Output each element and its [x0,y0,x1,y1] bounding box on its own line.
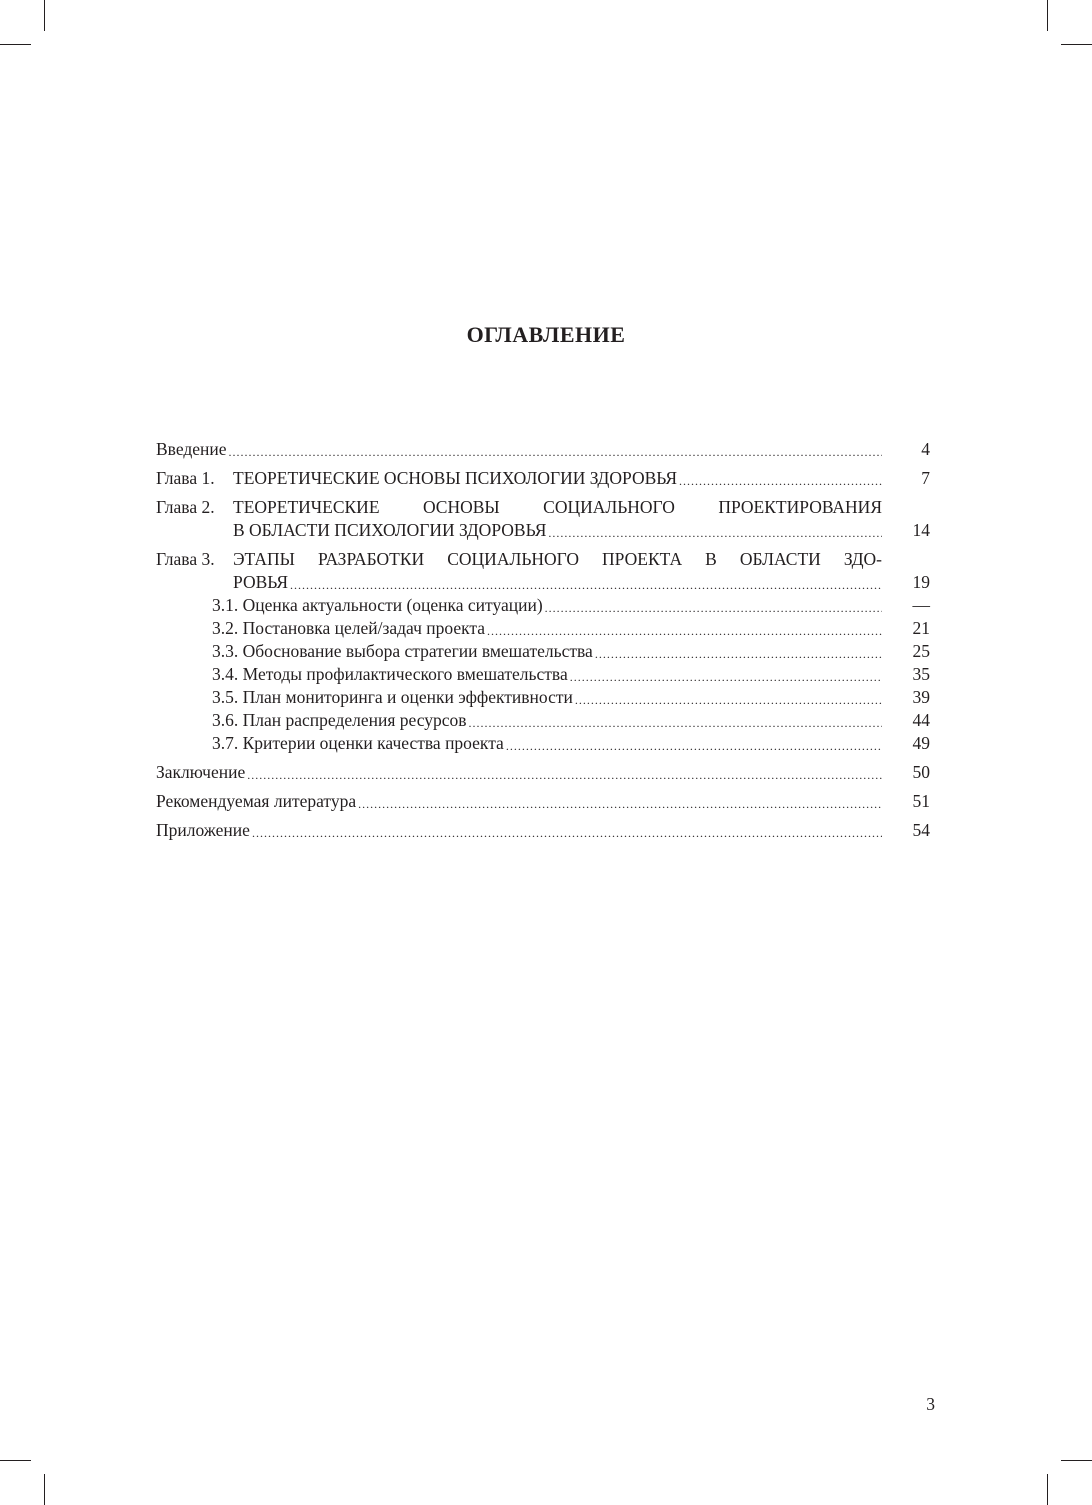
crop-mark [1061,1460,1092,1461]
dot-leader [570,668,882,686]
crop-mark [44,0,45,31]
toc-page-number: — [912,595,930,615]
toc-entry-text: Введение [156,439,227,459]
toc-entry-section-3-2[interactable] [156,617,930,640]
toc-page-number: 44 [912,710,930,730]
crop-mark [0,1460,31,1461]
toc-page-number: 54 [912,820,930,840]
toc-entry-text: Приложение [156,820,250,840]
crop-mark [1047,1474,1048,1505]
toc-entry-section-3-6[interactable] [156,709,930,732]
toc-entry-text-line-1: ТЕОРЕТИЧЕСКИЕ ОСНОВЫ СОЦИАЛЬНОГО ПРОЕКТИРОВАНИЯ [233,497,882,517]
toc-page-number: 25 [912,641,930,661]
chapter-prefix: Глава 3. [156,549,215,569]
toc-entry-text-line-1: ЭТАПЫ РАЗРАБОТКИ СОЦИАЛЬНОГО ПРОЕКТА В ОБЛАСТИ ЗДО- [233,549,882,569]
dot-leader [247,766,882,784]
toc-entry-literature[interactable] [156,790,930,813]
dot-leader [229,443,882,461]
dot-leader [595,645,882,663]
dot-leader [506,737,882,755]
toc-entry-text-line-2: В ОБЛАСТИ ПСИХОЛОГИИ ЗДОРОВЬЯ [233,520,547,540]
toc-page-number: 39 [912,687,930,707]
crop-mark [1047,0,1048,31]
toc-entry-appendix[interactable] [156,819,930,842]
crop-mark [44,1474,45,1505]
toc-page-number: 14 [912,520,930,540]
table-of-contents [156,438,930,842]
toc-entry-text-line-2: РОВЬЯ [233,572,289,592]
toc-page-number: 50 [912,762,930,782]
dot-leader [545,599,882,617]
crop-mark [0,44,31,45]
toc-entry-text: 3.5. План мониторинга и оценки эффективности [212,687,573,707]
dot-leader [679,472,882,490]
dot-leader [469,714,882,732]
toc-page-number: 49 [912,733,930,753]
toc-entry-chapter-1[interactable] [156,467,930,490]
toc-page-number: 4 [921,439,930,459]
dot-leader [487,622,882,640]
toc-page-number: 7 [921,468,930,488]
toc-entry-text: 3.2. Постановка целей/задач проекта [212,618,486,638]
toc-page-number: 35 [912,664,930,684]
chapter-prefix: Глава 2. [156,497,215,517]
chapter-prefix: Глава 1. [156,468,215,488]
toc-entry-chapter-3[interactable] [156,548,930,594]
toc-entry-text: 3.6. План распределения ресурсов [212,710,467,730]
toc-entry-text: 3.1. Оценка актуальности (оценка ситуации) [212,595,543,615]
toc-entry-text: ТЕОРЕТИЧЕСКИЕ ОСНОВЫ ПСИХОЛОГИИ ЗДОРОВЬЯ [233,468,678,488]
page-number: 3 [926,1394,935,1414]
toc-entry-section-3-4[interactable] [156,663,930,686]
toc-entry-text: Заключение [156,762,246,782]
toc-page-number: 19 [912,572,930,592]
dot-leader [575,691,882,709]
toc-entry-chapter-2[interactable] [156,496,930,542]
page-title: ОГЛАВЛЕНИЕ [466,322,626,347]
toc-entry-intro[interactable] [156,438,930,461]
dot-leader [290,576,882,594]
toc-entry-text: 3.3. Обоснование выбора стратегии вмешательства [212,641,593,661]
toc-entry-section-3-3[interactable] [156,640,930,663]
toc-entry-section-3-1[interactable] [156,594,930,617]
dot-leader [358,795,882,813]
toc-entry-conclusion[interactable] [156,761,930,784]
crop-mark [1061,44,1092,45]
toc-entry-section-3-7[interactable] [156,732,930,755]
dot-leader [548,524,882,542]
toc-entry-text: 3.4. Методы профилактического вмешательства [212,664,568,684]
dot-leader [252,824,882,842]
toc-entry-text: Рекомендуемая литература [156,791,357,811]
toc-entry-text: 3.7. Критерии оценки качества проекта [212,733,504,753]
toc-page-number: 51 [912,791,930,811]
toc-page-number: 21 [912,618,930,638]
toc-entry-section-3-5[interactable] [156,686,930,709]
